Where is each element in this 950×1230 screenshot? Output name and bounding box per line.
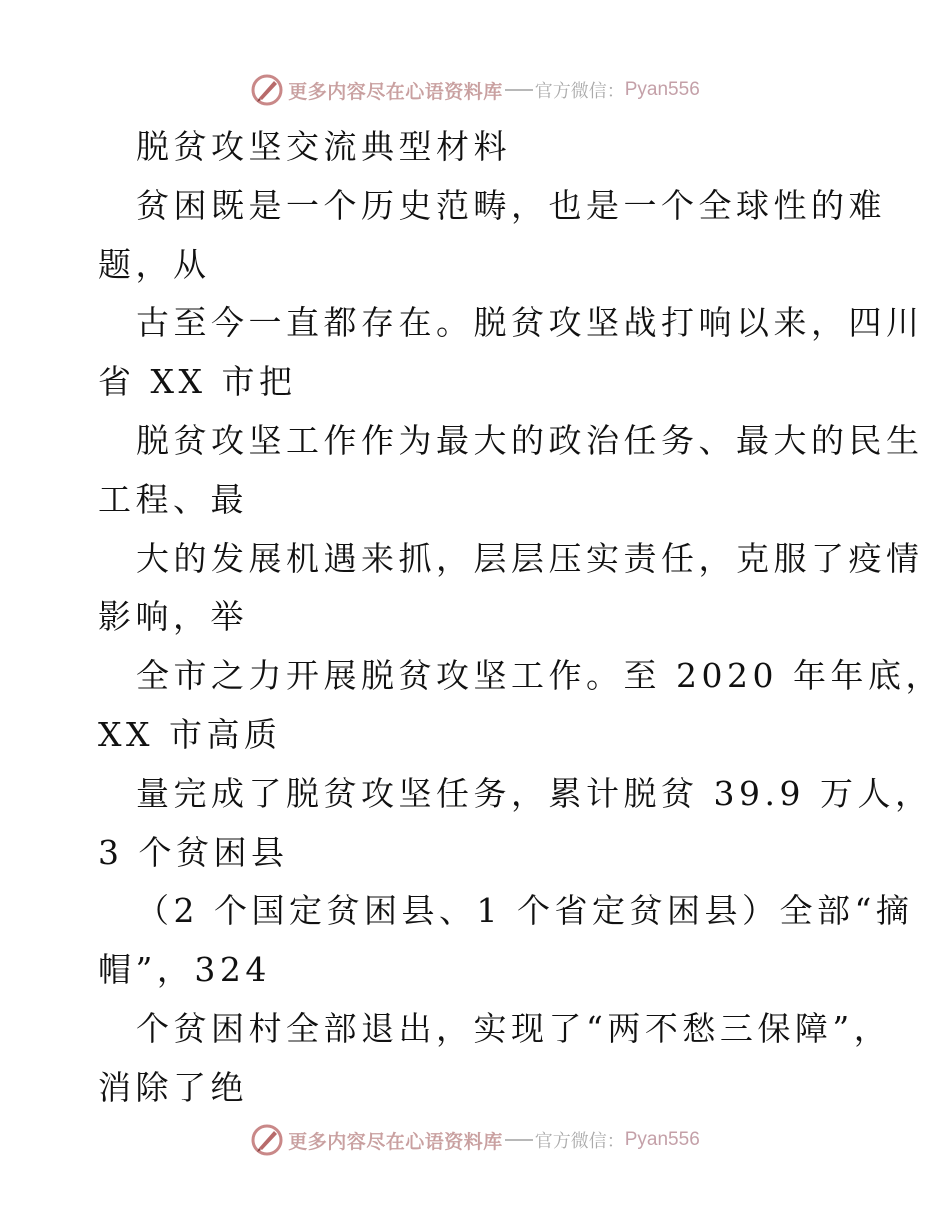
banner-site-name: 更多内容尽在心语资料库 — [288, 1130, 503, 1153]
document-line: 脱贫攻坚交流典型材料 — [136, 127, 511, 166]
document-line: 古至今一直都存在。脱贫攻坚战打响以来，四川 — [136, 303, 924, 343]
document-line: 大的发展机遇来抓，层层压实责任，克服了疫情 — [136, 538, 924, 578]
document-line: 帽”，324 — [98, 950, 271, 990]
document-body — [98, 118, 943, 1118]
banner-wechat-label: 官方微信： — [534, 1131, 625, 1152]
banner-wechat-id: Pyan556 — [624, 79, 700, 100]
document-line: （2 个国定贫困县、1 个省定贫困县）全部“摘 — [136, 891, 914, 931]
quill-pen-logo-icon — [250, 73, 284, 107]
document-line: 个贫困村全部退出，实现了“两不愁三保障”， — [136, 1008, 892, 1048]
footer-banner — [0, 1120, 950, 1160]
document-line: 省 XX 市把 — [98, 362, 297, 402]
header-banner — [0, 70, 950, 110]
banner-dash — [505, 89, 533, 91]
banner-dash — [505, 1139, 533, 1141]
document-line: 消除了绝 — [98, 1067, 248, 1107]
document-line: 脱贫攻坚工作作为最大的政治任务、最大的民生 — [136, 420, 924, 460]
document-line: 3 个贫困县 — [98, 832, 289, 872]
document-line: 量完成了脱贫攻坚任务，累计脱贫 39.9 万人， — [136, 773, 933, 813]
banner-wechat-id: Pyan556 — [624, 1129, 700, 1150]
quill-pen-logo-icon — [250, 1123, 284, 1157]
banner-wechat-label: 官方微信： — [534, 81, 625, 102]
document-line: 贫困既是一个历史范畴，也是一个全球性的难 — [136, 185, 886, 225]
banner-site-name: 更多内容尽在心语资料库 — [288, 80, 503, 103]
document-line: 工程、最 — [98, 479, 248, 519]
document-line: 全市之力开展脱贫攻坚工作。至 2020 年年底， — [136, 656, 943, 696]
document-line: 影响，举 — [98, 597, 248, 637]
document-line: 题，从 — [98, 244, 211, 284]
document-line: XX 市高质 — [98, 714, 282, 754]
